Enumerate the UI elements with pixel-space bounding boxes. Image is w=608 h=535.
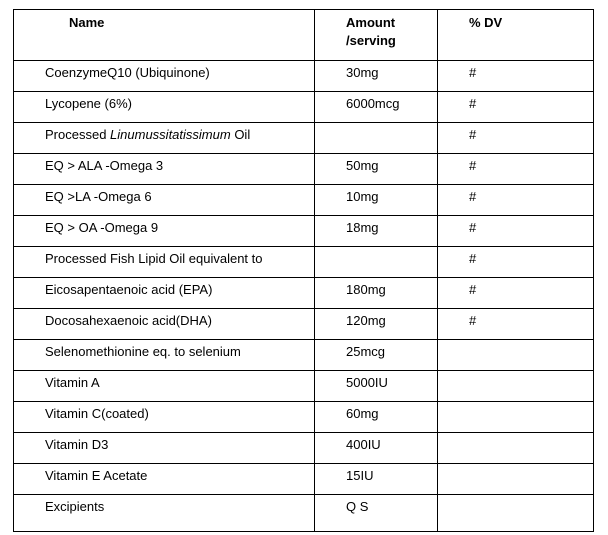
amount-value: 60mg bbox=[346, 406, 379, 421]
column-header-amount-line1: Amount bbox=[346, 15, 396, 30]
ingredient-name-cell bbox=[14, 92, 315, 123]
amount-cell bbox=[315, 340, 438, 371]
ingredient-name: Lycopene (6%) bbox=[45, 96, 132, 111]
amount-value: 50mg bbox=[346, 158, 379, 173]
amount-cell bbox=[315, 402, 438, 433]
table-row bbox=[14, 92, 594, 123]
ingredient-name-suffix: Oil bbox=[230, 127, 251, 142]
amount-cell bbox=[315, 247, 438, 278]
amount-cell bbox=[315, 309, 438, 340]
amount-value: 15IU bbox=[346, 468, 374, 483]
amount-value: 5000IU bbox=[346, 375, 388, 390]
table-row bbox=[14, 464, 594, 495]
dv-cell bbox=[438, 371, 594, 402]
dv-value: # bbox=[469, 282, 477, 297]
amount-cell bbox=[315, 371, 438, 402]
dv-cell bbox=[438, 92, 594, 123]
table-row bbox=[14, 185, 594, 216]
ingredient-name: Vitamin E Acetate bbox=[45, 468, 148, 483]
dv-value: # bbox=[469, 127, 477, 142]
ingredient-name-cell bbox=[14, 402, 315, 433]
amount-value bbox=[315, 123, 437, 126]
dv-cell bbox=[438, 61, 594, 92]
supplement-facts-table bbox=[13, 9, 594, 532]
dv-cell bbox=[438, 309, 594, 340]
dv-cell bbox=[438, 185, 594, 216]
ingredient-name-italic: Linumussitatissimum bbox=[110, 127, 231, 142]
amount-cell bbox=[315, 92, 438, 123]
table-row bbox=[14, 371, 594, 402]
dv-value bbox=[438, 495, 593, 498]
dv-cell bbox=[438, 123, 594, 154]
amount-value: 400IU bbox=[346, 437, 381, 452]
ingredient-name: EQ >LA -Omega 6 bbox=[45, 189, 152, 204]
table-row bbox=[14, 402, 594, 433]
dv-cell bbox=[438, 495, 594, 532]
table-row bbox=[14, 433, 594, 464]
ingredient-name-cell bbox=[14, 278, 315, 309]
amount-value: Q S bbox=[346, 499, 369, 514]
ingredient-name: Vitamin C(coated) bbox=[45, 406, 149, 421]
ingredient-name: EQ > ALA -Omega 3 bbox=[45, 158, 164, 173]
ingredient-name: CoenzymeQ10 (Ubiquinone) bbox=[45, 65, 210, 80]
amount-cell bbox=[315, 433, 438, 464]
table-row bbox=[14, 278, 594, 309]
ingredient-name bbox=[14, 123, 314, 144]
dv-cell bbox=[438, 216, 594, 247]
ingredient-name-cell bbox=[14, 464, 315, 495]
ingredient-name-cell bbox=[14, 123, 315, 154]
ingredient-name-cell bbox=[14, 61, 315, 92]
amount-cell bbox=[315, 464, 438, 495]
amount-cell bbox=[315, 154, 438, 185]
table-row bbox=[14, 61, 594, 92]
amount-cell bbox=[315, 123, 438, 154]
dv-value bbox=[438, 340, 593, 343]
ingredient-name: Docosahexaenoic acid(DHA) bbox=[45, 313, 212, 328]
dv-value: # bbox=[469, 189, 477, 204]
dv-cell bbox=[438, 278, 594, 309]
column-header-amount-text bbox=[315, 10, 437, 50]
ingredient-name-cell bbox=[14, 433, 315, 464]
ingredient-name: Vitamin A bbox=[45, 375, 100, 390]
ingredient-name-cell bbox=[14, 216, 315, 247]
amount-value: 10mg bbox=[346, 189, 379, 204]
dv-value: # bbox=[469, 65, 477, 80]
amount-value: 180mg bbox=[346, 282, 386, 297]
ingredient-name: EQ > OA -Omega 9 bbox=[45, 220, 159, 235]
amount-value: 6000mcg bbox=[346, 96, 400, 111]
amount-value: 25mcg bbox=[346, 344, 386, 359]
ingredient-name-prefix: Processed bbox=[45, 127, 111, 142]
amount-cell bbox=[315, 216, 438, 247]
dv-cell bbox=[438, 154, 594, 185]
ingredient-name: Processed Fish Lipid Oil equivalent to bbox=[45, 251, 263, 266]
amount-value bbox=[315, 247, 437, 250]
amount-value: 120mg bbox=[346, 313, 386, 328]
ingredient-name-cell bbox=[14, 185, 315, 216]
ingredient-name-cell bbox=[14, 495, 315, 532]
ingredient-name: Vitamin D3 bbox=[45, 437, 109, 452]
amount-cell bbox=[315, 495, 438, 532]
table-row bbox=[14, 309, 594, 340]
amount-cell bbox=[315, 278, 438, 309]
ingredient-name: Selenomethionine eq. to selenium bbox=[45, 344, 241, 359]
table-row bbox=[14, 340, 594, 371]
table-row bbox=[14, 154, 594, 185]
dv-value: # bbox=[469, 220, 477, 235]
amount-value: 18mg bbox=[346, 220, 379, 235]
ingredient-name-cell bbox=[14, 247, 315, 278]
column-header-name bbox=[14, 10, 315, 61]
dv-value: # bbox=[469, 96, 477, 111]
amount-cell bbox=[315, 185, 438, 216]
column-header-dv bbox=[438, 10, 594, 61]
table-header-row bbox=[14, 10, 594, 61]
dv-cell bbox=[438, 464, 594, 495]
dv-value bbox=[438, 402, 593, 405]
column-header-dv-text: % DV bbox=[469, 15, 503, 30]
dv-value bbox=[438, 464, 593, 467]
ingredient-name-cell bbox=[14, 371, 315, 402]
dv-cell bbox=[438, 433, 594, 464]
column-header-name-text: Name bbox=[69, 15, 105, 30]
dv-value: # bbox=[469, 313, 477, 328]
dv-value: # bbox=[469, 251, 477, 266]
table-row bbox=[14, 495, 594, 532]
dv-cell bbox=[438, 340, 594, 371]
ingredient-name: Eicosapentaenoic acid (EPA) bbox=[45, 282, 213, 297]
table-row bbox=[14, 216, 594, 247]
dv-value bbox=[438, 433, 593, 436]
dv-value: # bbox=[469, 158, 477, 173]
ingredient-name-cell bbox=[14, 309, 315, 340]
ingredient-name-cell bbox=[14, 340, 315, 371]
ingredient-name-cell bbox=[14, 154, 315, 185]
dv-value bbox=[438, 371, 593, 374]
amount-value: 30mg bbox=[346, 65, 379, 80]
table-row bbox=[14, 123, 594, 154]
column-header-amount-line2: /serving bbox=[346, 33, 396, 48]
column-header-amount bbox=[315, 10, 438, 61]
dv-cell bbox=[438, 402, 594, 433]
ingredient-name: Excipients bbox=[45, 499, 105, 514]
table-row bbox=[14, 247, 594, 278]
amount-cell bbox=[315, 61, 438, 92]
dv-cell bbox=[438, 247, 594, 278]
